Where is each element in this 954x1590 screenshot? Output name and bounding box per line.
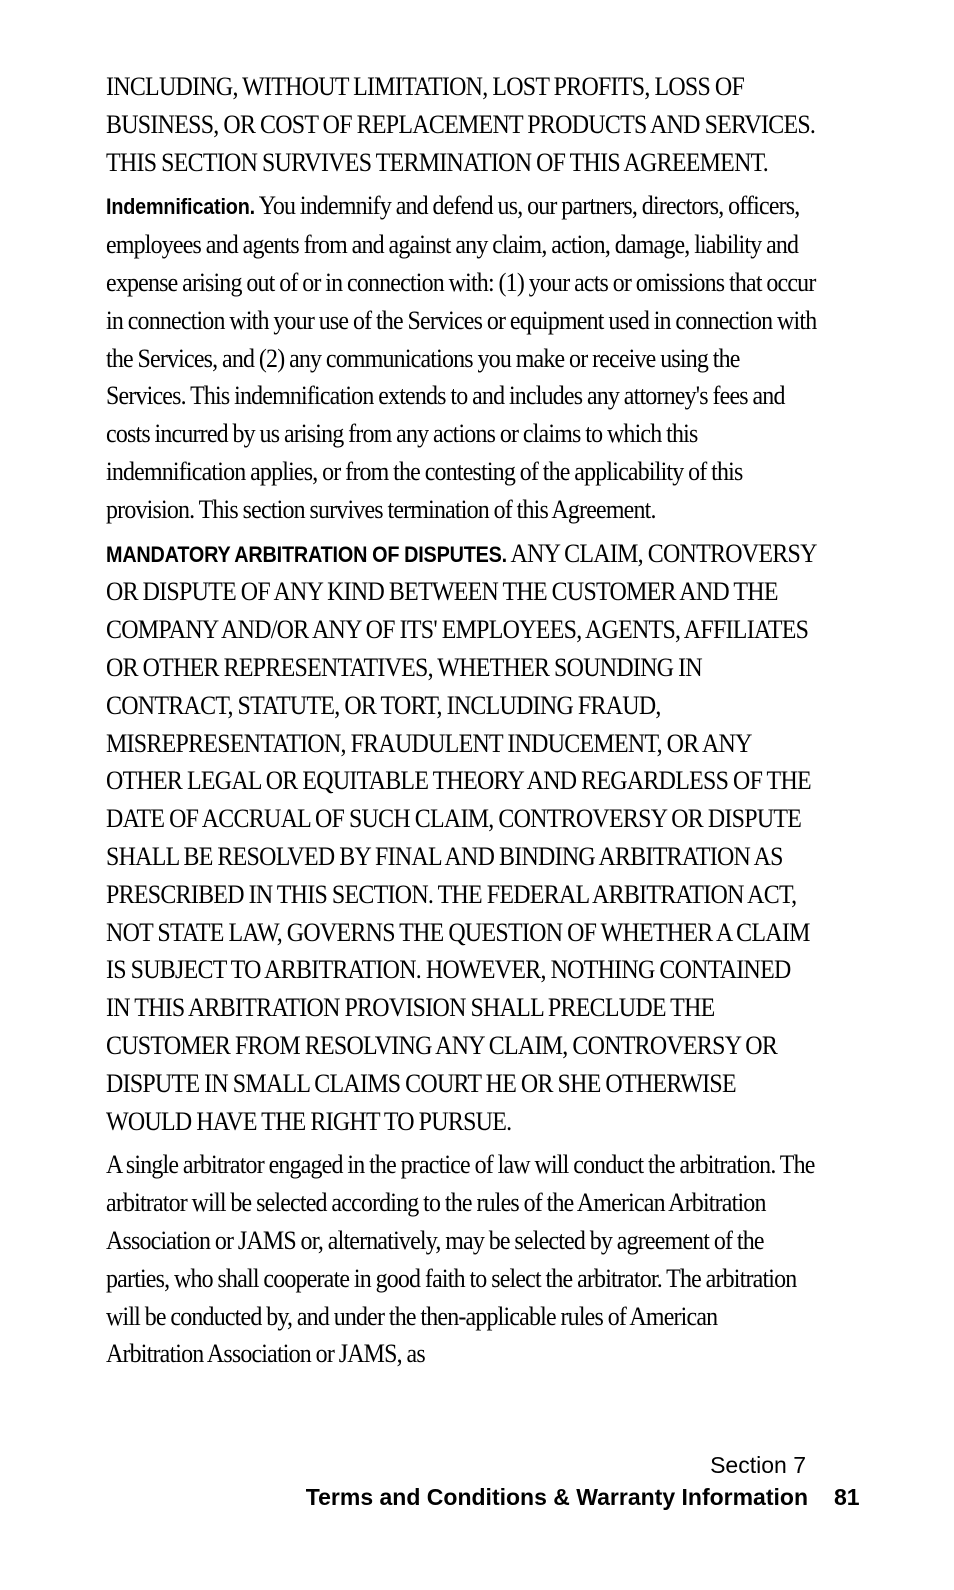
paragraph-text: INCLUDING, WITHOUT LIMITATION, LOST PROFITS, LOSS OF BUSINESS, OR COST OF REPLACEMENT PRODUCTS AND SERVICES. THIS SECTION SURVIVES TERMINATION OF THIS AGREEMENT. [106, 71, 816, 177]
paragraph-arbitrator-selection [106, 1146, 817, 1373]
paragraph-limitation-of-liability [106, 68, 817, 181]
paragraph-text: You indemnify and defend us, our partners, directors, officers, employees and agents from and against any claim, action, damage, liability and expense arising out of or in connection with: (1) your acts or omissions that occur in connection with your use of the Services or equipment used in connection with the Services, and (2) any communications you make or receive using the Services. This indemnification extends to and includes any attorney's fees and costs incurred by us arising from any actions or claims to which this indemnification applies, or from the contesting of the applicability of this provision. This section survives termination of this Agreement. [106, 190, 817, 524]
footer-section-label: Section 7 [710, 1452, 806, 1478]
arbitration-heading: MANDATORY ARBITRATION OF DISPUTES. [106, 541, 508, 567]
page-number: 81 [834, 1484, 860, 1510]
footer-chapter-title: Terms and Conditions & Warranty Information [305, 1484, 808, 1510]
document-body [106, 68, 818, 1379]
indemnification-heading: Indemnification. [106, 194, 255, 220]
paragraph-text: A single arbitrator engaged in the practice of law will conduct the arbitration. The arbitrator will be selected according to the rules of the American Arbitration Association or JAMS or, alternatively, may be selected by agreement of the parties, who shall cooperate in good faith to select the arbitrator. The arbitration will be conducted by, and under the then-applicable rules of American Arbitration Association or JAMS, as [106, 1149, 815, 1369]
paragraph-mandatory-arbitration [106, 535, 817, 1141]
paragraph-indemnification [106, 187, 817, 528]
paragraph-text: ANY CLAIM, CONTROVERSY OR DISPUTE OF ANY KIND BETWEEN THE CUSTOMER AND THE COMPANY AND/OR ANY OF ITS' EMPLOYEES, AGENTS, AFFILIATES OR OTHER REPRESENTATIVES, WHETHER SOUNDING IN CONTRACT, STATUTE, OR TORT, INCLUDING FRAUD, MISREPRESENTATION, FRAUDULENT INDUCEMENT, OR ANY OTHER LEGAL OR EQUITABLE THEORY AND REGARDLESS OF THE DATE OF ACCRUAL OF SUCH CLAIM, CONTROVERSY OR DISPUTE SHALL BE RESOLVED BY FINAL AND BINDING ARBITRATION AS PRESCRIBED IN THIS SECTION. THE FEDERAL ARBITRATION ACT, NOT STATE LAW, GOVERNS THE QUESTION OF WHETHER A CLAIM IS SUBJECT TO ARBITRATION. HOWEVER, NOTHING CONTAINED IN THIS ARBITRATION PROVISION SHALL PRECLUDE THE CUSTOMER FROM RESOLVING ANY CLAIM, CONTROVERSY OR DISPUTE IN SMALL CLAIMS COURT HE OR SHE OTHERWISE WOULD HAVE THE RIGHT TO PURSUE. [106, 537, 816, 1136]
